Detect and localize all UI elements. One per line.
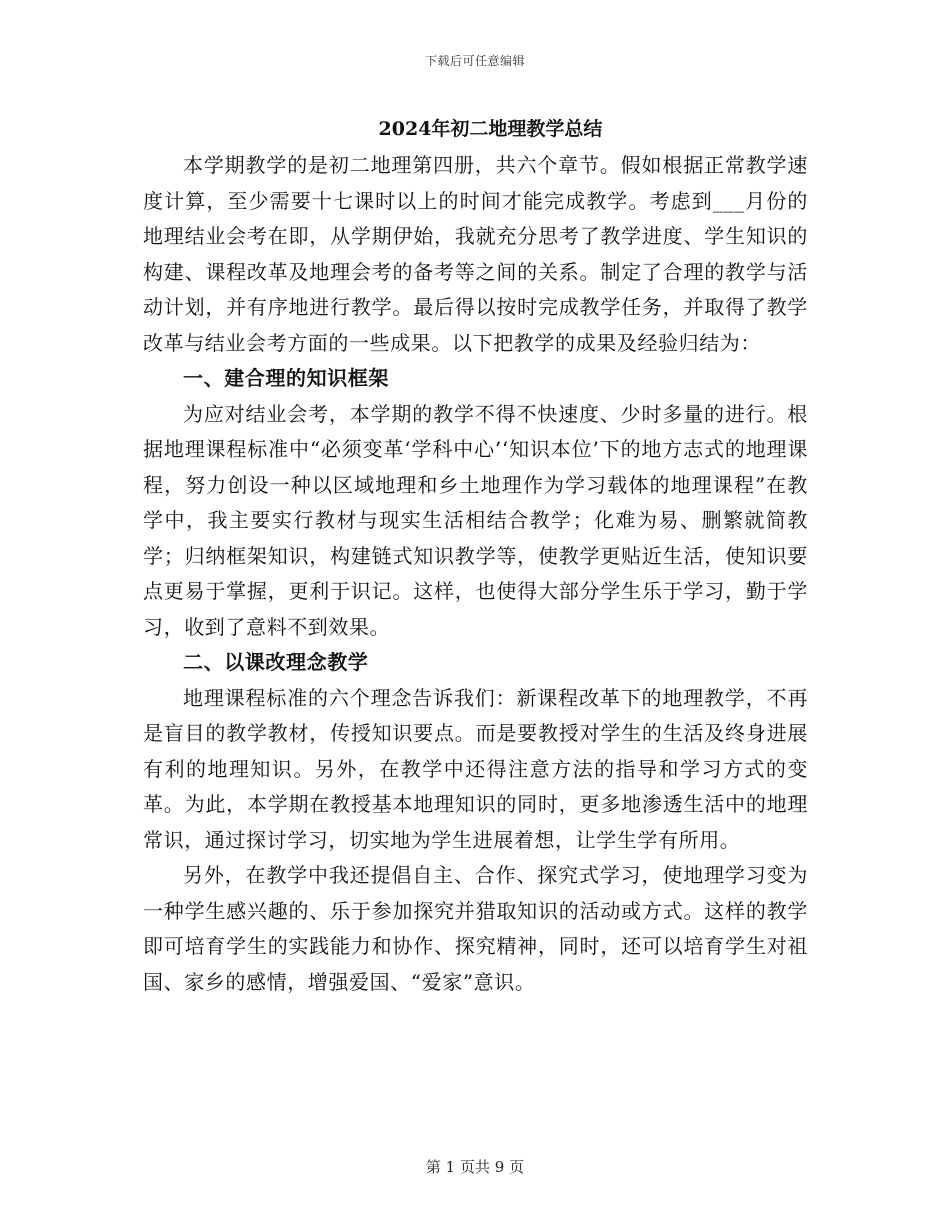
document-body [143, 111, 808, 1000]
section-2-paragraph: 地理课程标准的六个理念告诉我们：新课程改革下的地理教学，不再是盲目的教学教材，传授知识要点。而是要教授对学生的生活及终身进展有利的地理知识。另外，在教学中还得注意方法的指导和学习方式的变革。为此，本学期在教授基本地理知识的同时，更多地渗透生活中的地理常识，通过探讨学习，切实地为学生进展着想，让学生学有所用。 [143, 685, 808, 852]
section-1-paragraph: 为应对结业会考，本学期的教学不得不快速度、少时多量的进行。根据地理课程标准中“必须变革‘学科中心’‘知识本位’下的地方志式的地理课程，努力创设一种以区域地理和乡土地理作为学习载体的地理课程”在教学中，我主要实行教材与现实生活相结合教学；化难为易、删繁就简教学；归纳框架知识，构建链式知识教学等，使教学更贴近生活，使知识要点更易于掌握，更利于识记。这样，也使得大部分学生乐于学习，勤于学习，收到了意料不到效果。 [143, 401, 808, 639]
section-heading-1: 一、建合理的知识框架 [183, 366, 389, 390]
section-2-paragraph-2: 另外，在教学中我还提倡自主、合作、探究式学习，使地理学习变为一种学生感兴趣的、乐于参加探究并猎取知识的活动或方式。这样的教学即可培育学生的实践能力和协作、探究精神，同时，还可以培育学生对祖国、家乡的感情，增强爱国、“爱家”意识。 [143, 863, 808, 994]
page-number: 第 1 页共 9 页 [425, 1158, 525, 1176]
document-title: 2024年初二地理教学总结 [378, 118, 603, 140]
intro-paragraph: 本学期教学的是初二地理第四册，共六个章节。假如根据正常教学速度计算，至少需要十七课时以上的时间才能完成教学。考虑到___月份的地理结业会考在即，从学期伊始，我就充分思考了教学进度、学生知识的构建、课程改革及地理会考的备考等之间的关系。制定了合理的教学与活动计划，并有序地进行教学。最后得以按时完成教学任务，并取得了教学改革与结业会考方面的一些成果。以下把教学的成果及经验归结为： [143, 153, 808, 355]
section-heading-2: 二、以课改理念教学 [183, 650, 369, 674]
header-note: 下载后可任意编辑 [424, 54, 525, 68]
